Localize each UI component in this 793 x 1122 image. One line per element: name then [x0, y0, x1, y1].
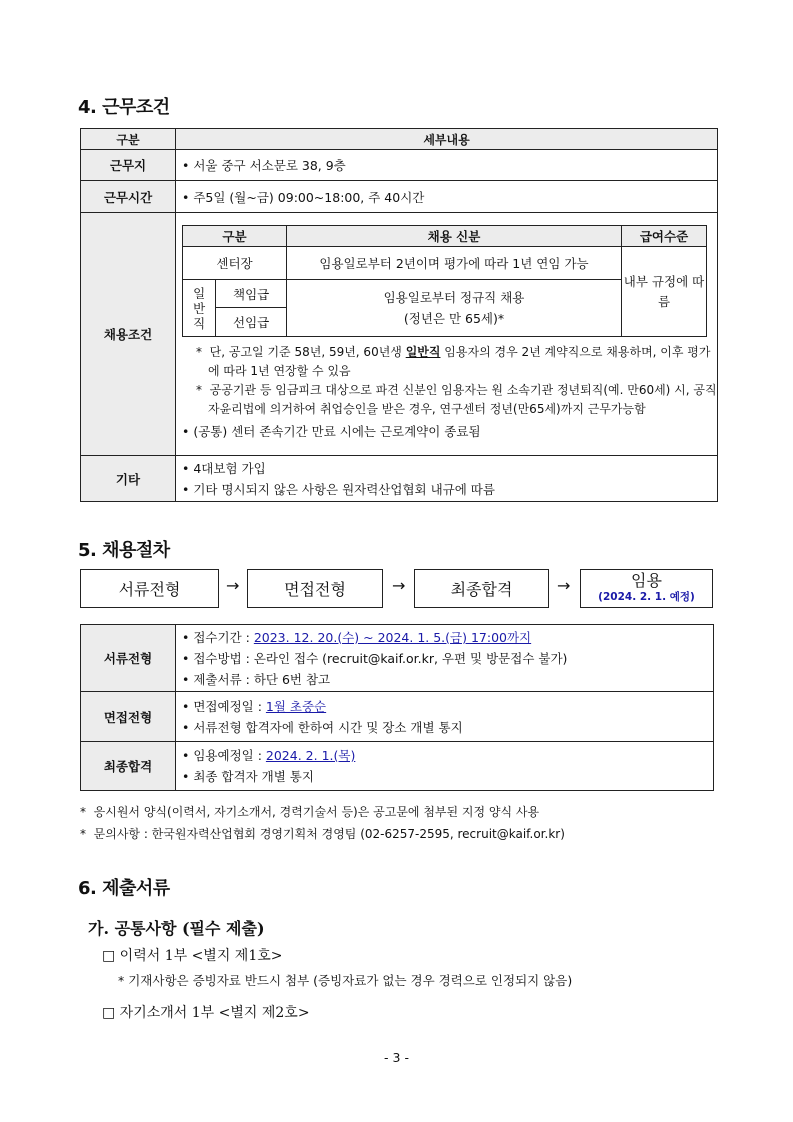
doc-period: • 접수기간 : 2023. 12. 20.(수) ~ 2024. 1. 5.(금) 17:00까지	[182, 629, 532, 645]
work-conditions-table	[80, 128, 718, 502]
arrow-icon: →	[392, 576, 406, 595]
center-head-value: 임용일로부터 2년이며 평가에 따라 1년 연임 가능	[287, 247, 622, 280]
step-appoint-label: 임용	[631, 570, 662, 590]
section4-title: 4. 근무조건	[78, 97, 170, 118]
procedure-table	[80, 624, 714, 791]
item-resume-note: * 기재사항은 증빙자료 반드시 첨부 (증빙자료가 없는 경우 경력으로 인정되지 않음)	[118, 973, 573, 988]
hours-value: 주5일 (월~금) 09:00~18:00, 주 40시간	[193, 189, 425, 205]
etc-item: • 기타 명시되지 않은 사항은 원자력산업협회 내규에 따름	[182, 481, 495, 497]
doc-label: 서류전형	[81, 625, 176, 692]
note-2: * 공공기관 등 임금피크 대상으로 파견 신분인 임용자는 원 소속기관 정년퇴직(예. 만60세) 시, 공직자윤리법에 의거하여 취업승인을 받은 경우, 연구센터 정년(만65세)까지 근무가능함	[196, 383, 717, 416]
doc-docs: • 제출서류 : 하단 6번 참고	[182, 671, 331, 687]
appoint-date: (2024. 2. 1. 예정)	[598, 590, 695, 603]
step-document: 서류전형	[80, 569, 219, 608]
employment-inner-table	[182, 225, 707, 337]
final-notice: • 최종 합격자 개별 통지	[182, 769, 314, 784]
employment-label: 채용조건	[81, 213, 176, 456]
step-interview: 면접전형	[247, 569, 383, 608]
inner-header-col2: 채용 신분	[287, 226, 622, 247]
step-appoint	[580, 569, 713, 608]
item-resume: □ 이력서 1부 <별지 제1호>	[102, 948, 283, 964]
final-date: • 임용예정일 : 2024. 2. 1.(목)	[182, 748, 356, 763]
employment-bullet: • (공통) 센터 존속기간 만료 시에는 근로계약이 종료됨	[182, 424, 481, 439]
section5-title: 5. 채용절차	[78, 540, 170, 561]
step-final: 최종합격	[414, 569, 549, 608]
etc-label: 기타	[81, 456, 176, 502]
header-col1: 구분	[81, 129, 176, 150]
arrow-icon: →	[226, 576, 240, 595]
etc-item: • 4대보험 가입	[182, 460, 266, 476]
section5-note: * 응시원서 양식(이력서, 자기소개서, 경력기술서 등)은 공고문에 첨부된 지정 양식 사용	[80, 805, 540, 819]
page-number: - 3 -	[384, 1050, 409, 1065]
item-cover-letter: □ 자기소개서 1부 <별지 제2호>	[102, 1005, 310, 1021]
interview-notice: • 서류전형 합격자에 한하여 시간 및 장소 개별 통지	[182, 719, 463, 735]
final-label: 최종합격	[81, 742, 176, 791]
hours-label: 근무시간	[81, 181, 176, 213]
note-1: * 단, 공고일 기준 58년, 59년, 60년생 일반직 임용자의 경우 2년 계약직으로 채용하며, 이후 평가에 따라 1년 연장할 수 있음	[196, 345, 711, 378]
salary: 내부 규정에 따름	[622, 247, 707, 337]
section6-subtitle: 가. 공통사항 (필수 제출)	[88, 919, 265, 938]
inner-header-col3: 급여수준	[622, 226, 707, 247]
bullet: •	[182, 158, 194, 173]
doc-method: • 접수방법 : 온라인 접수 (recruit@kaif.or.kr, 우편 및 방문접수 불가)	[182, 650, 568, 666]
section5-note: * 문의사항 : 한국원자력산업협회 경영기획처 경영팀 (02-6257-2595, recruit@kaif.or.kr)	[80, 827, 565, 841]
staff-label: 선임급	[216, 308, 287, 337]
general-label: 일 반 직	[183, 280, 216, 337]
location-label: 근무지	[81, 150, 176, 181]
center-head-label: 센터장	[183, 247, 287, 280]
interview-date: • 면접예정일 : 1월 초중순	[182, 698, 327, 714]
interview-label: 면접전형	[81, 692, 176, 742]
senior-label: 책임급	[216, 280, 287, 308]
arrow-icon: →	[557, 576, 571, 595]
general-value: 임용일로부터 정규직 채용 (정년은 만 65세)*	[287, 280, 622, 337]
inner-header-col1: 구분	[183, 226, 287, 247]
header-col2: 세부내용	[176, 129, 718, 150]
bullet: •	[182, 189, 194, 205]
section6-title: 6. 제출서류	[78, 878, 170, 899]
location-value: 서울 중구 서소문로 38, 9층	[193, 158, 346, 173]
